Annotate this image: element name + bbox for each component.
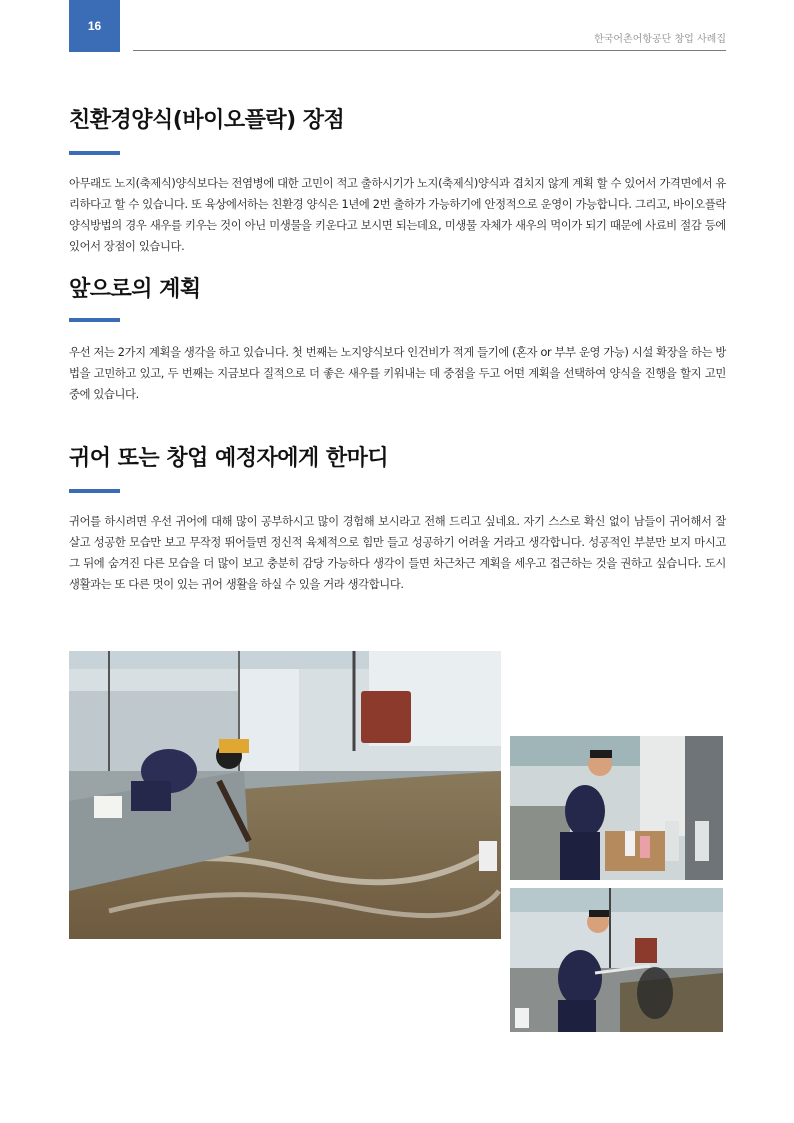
section-title-advice: 귀어 또는 창업 예정자에게 한마디 bbox=[69, 446, 389, 471]
header-divider bbox=[133, 50, 726, 51]
publication-title: 한국어촌어항공단 창업 사례집 bbox=[594, 34, 726, 45]
section-accent-bar bbox=[69, 318, 120, 322]
photo-water-testing bbox=[510, 736, 723, 880]
section-accent-bar bbox=[69, 489, 120, 493]
section-title-benefits: 친환경양식(바이오플락) 장점 bbox=[69, 108, 345, 133]
page-number-tab bbox=[69, 0, 120, 52]
section-accent-bar bbox=[69, 151, 120, 155]
section-title-plans: 앞으로의 계획 bbox=[69, 277, 201, 302]
section-body-advice: 귀어를 하시려면 우선 귀어에 대해 많이 공부하시고 많이 경험해 보시라고 전해 드리고 싶네요. 자기 스스로 확신 없이 남들이 귀어해서 잘 살고 성공한 모습만 보고 무작정 뛰어들면 정신적 육체적으로 힘만 들고 성공하기 어려울 거라고 생각합니다. 성공적인 부분만 보지 마시고 그 뒤에 숨겨진 다른 모습을 더 많이 보고 충분히 감당 가능하다 생각이 들면 차근차근 계획을 세우고 접근하는 것을 권하고 싶습니다. 도시생활과는 또 다른 멋이 있는 귀어 생활을 하실 수 있을 거라 생각합니다. bbox=[69, 515, 726, 591]
page-number: 16 bbox=[87, 19, 102, 33]
section-body-plans: 우선 저는 2가지 계획을 생각을 하고 있습니다. 첫 번째는 노지양식보다 인건비가 적게 들기에 (혼자 or 부부 운영 가능) 시설 확장을 하는 방법을 고민하고 있고, 두 번째는 지금보다 질적으로 더 좋은 새우를 키워내는 데 중점을 두고 어떤 계획을 선택하여 양식을 진행을 할지 고민 중에 있습니다. bbox=[69, 346, 726, 401]
photo-biofloc-tank bbox=[69, 651, 501, 939]
photo-net-sampling bbox=[510, 888, 723, 1032]
section-body-benefits: 아무래도 노지(축제식)양식보다는 전염병에 대한 고민이 적고 출하시기가 노지(축제식)양식과 겹치지 않게 계획 할 수 있어서 가격면에서 유리하다고 할 수 있습니다. 또 육상에서하는 친환경 양식은 1년에 2번 출하가 가능하기에 안정적으로 운영이 가능합니다. 그리고, 바이오플락 양식방법의 경우 새우를 키우는 것이 아닌 미생물을 키운다고 보시면 되는데요, 미생물 자체가 새우의 먹이가 되기 때문에 사료비 절감 등에 있어서 장점이 있습니다. bbox=[69, 177, 726, 253]
